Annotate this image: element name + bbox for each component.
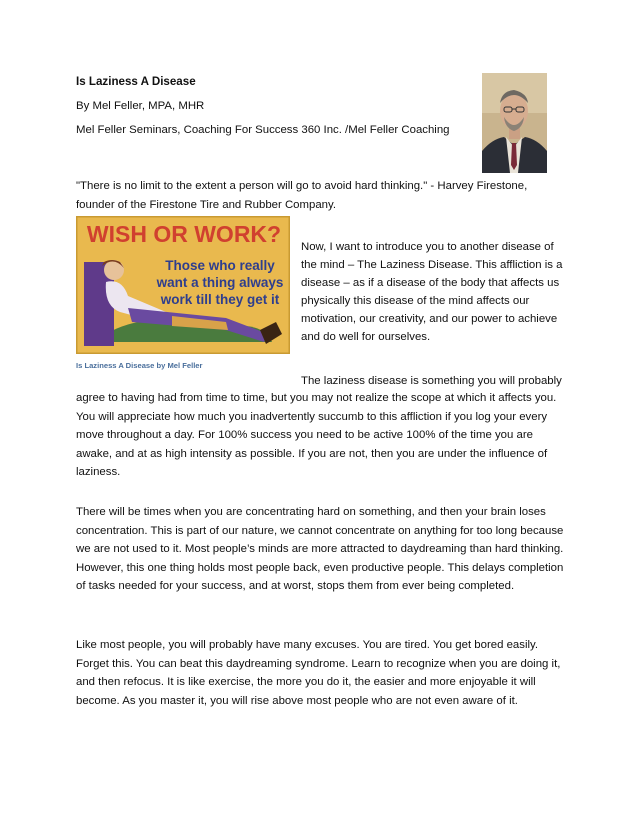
article-title: Is Laziness A Disease	[76, 75, 196, 88]
author-byline: By Mel Feller, MPA, MHR	[76, 100, 205, 112]
author-photo	[482, 73, 547, 173]
poster-caption: Is Laziness A Disease by Mel Feller	[76, 361, 203, 370]
paragraph-laziness: agree to having had from time to time, but you may not realize the scope at which it affects you. You will appreciate how much you inadvertently succumb to this affliction if you log your every move throughout a day. For 100% success you need to be active 100% of the time you are awake, and at as high intensity as possible. If you are not, then you are under the influence of laziness.	[76, 392, 557, 478]
firestone-quote: "There is no limit to the extent a person will go to avoid hard thinking." - Harvey Firestone, founder of the Firestone Tire and Rubber Company.	[76, 180, 528, 211]
poster-line-1: Those who really	[165, 258, 275, 273]
paragraph-excuses: Like most people, you will probably have many excuses. You are tired. You get bored easily. Forget this. You can beat this daydreaming syndrome. Learn to recognize when you are doing it, and then refocus. It is like exercise, the more you do it, the easier and more enjoyable it will become. As you master it, you will rise above most people who are not even aware of it.	[76, 639, 561, 707]
wish-or-work-poster	[76, 216, 290, 354]
poster-headline: WISH OR WORK?	[86, 221, 282, 247]
paragraph-concentration: There will be times when you are concentrating hard on something, and then your brain loses concentration. This is part of our nature, we cannot concentrate on anything for too long because we are not used to it. Most people’s minds are more attracted to daydreaming than hard thinking. However, this one thing holds most people back, even productive people. This delays completion of tasks needed for your success, and at worst, stops them from ever being completed.	[76, 506, 564, 592]
poster-line-3: work till they get it	[160, 292, 280, 307]
paragraph-laziness-first-line: The laziness disease is something you will probably	[301, 375, 562, 387]
paragraph-intro: Now, I want to introduce you to another disease of the mind – The Laziness Disease. This affliction is a disease – as if a disease of the body that affects us physically this disease of the mind affects our motivation, our creativity, and our power to achieve and do well for ourselves.	[301, 241, 563, 343]
organization-line: Mel Feller Seminars, Coaching For Success 360 Inc. /Mel Feller Coaching	[76, 124, 450, 136]
poster-line-2: want a thing always	[156, 275, 284, 290]
